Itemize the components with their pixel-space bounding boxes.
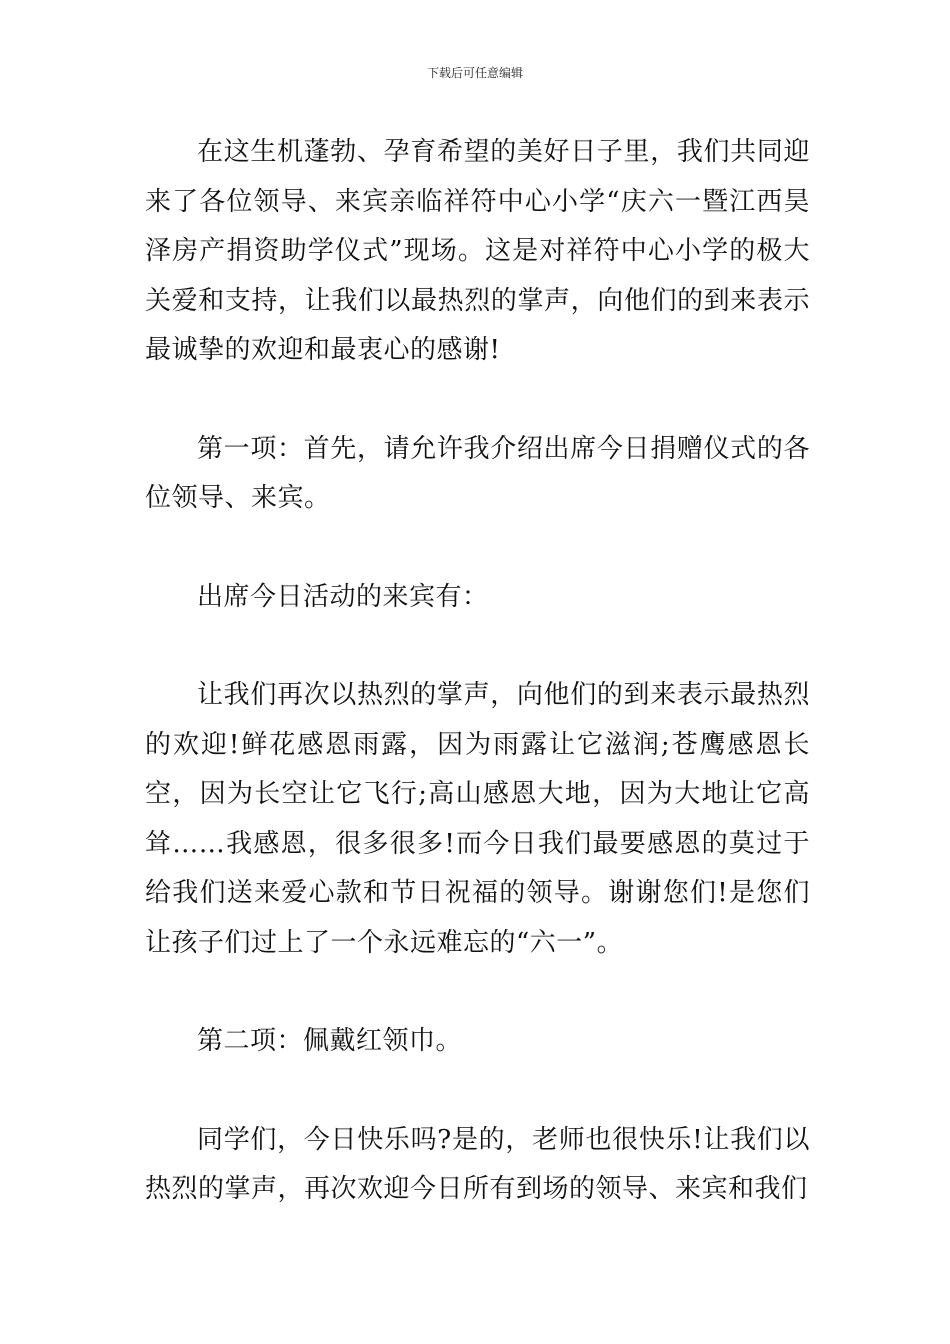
paragraph-gratitude: 让我们再次以热烈的掌声，向他们的到来表示最热烈的欢迎!鲜花感恩雨露，因为雨露让它滋润;苍鹰感恩长空，因为长空让它飞行;高山感恩大地，因为大地让它高耸……我感恩，很多很多!而今日我们最要感恩的莫过于给我们送来爱心款和节日祝福的领导。谢谢您们!是您们让孩子们过上了一个永远难忘的“六一”。 <box>145 680 810 958</box>
paragraph-item-two: 第二项：佩戴红领巾。 <box>197 1026 463 1056</box>
page-header-note: 下载后可任意编辑 <box>426 66 523 80</box>
paragraph-students: 同学们，今日快乐吗?是的，老师也很快乐!让我们以热烈的掌声，再次欢迎今日所有到场的领导、来宾和我们 <box>145 1124 810 1204</box>
document-body <box>145 128 810 1264</box>
paragraph-guests: 出席今日活动的来宾有： <box>197 581 489 612</box>
paragraph-item-one: 第一项：首先，请允许我介绍出席今日捐赠仪式的各位领导、来宾。 <box>145 433 810 513</box>
paragraph-welcome: 在这生机蓬勃、孕育希望的美好日子里，我们共同迎来了各位领导、来宾亲临祥符中心小学“庆六一暨江西昊泽房产捐资助学仪式”现场。这是对祥符中心小学的极大关爱和支持，让我们以最热烈的掌声，向他们的到来表示最诚挚的欢迎和最衷心的感谢! <box>145 137 810 365</box>
